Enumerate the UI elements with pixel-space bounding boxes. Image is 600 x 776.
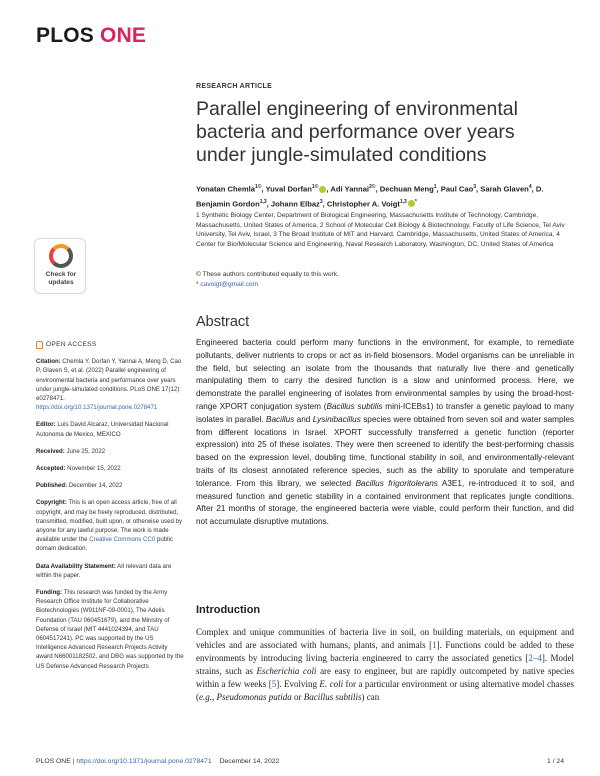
author-affiliation-marker: 3 [473,184,477,190]
author-affiliation-marker: 1© [311,184,319,190]
author-affiliation-marker: 1© [254,184,262,190]
citation-doi-link[interactable]: https://doi.org/10.1371/journal.pone.0278471 [36,404,158,412]
author-affiliation-marker: 1 [433,184,437,190]
footer-separator: | [70,758,77,765]
affiliations: 1 Synthetic Biology Center, Department of Biological Engineering, Massachusetts Institute of Technology, Cambridge, Massachusetts, United States of America, 2 School of Molecular Cell Biology & Biotechnology, Faculty of Life Science, Tel Aviv University, Tel Aviv, Israel, 3 The Broad Institute of MIT and Harvard, Cambridge, Massachusetts, United States of America, 4 Center for Bio/Molecular Science and Engineering, Naval Research Laboratory, Washington, DC, United States of America [196,212,565,248]
abstract-text: Engineered bacteria could perform many functions in the environment, for example, to remediate pollutants, deliver nutrients to crops or act as in-field biosensors. Model organisms can be unreliable in the field, but selecting an isolate from the thousands that naturally live there and genetically manipulating them to carry the desired function is a slow and uninformed process. Here, we demonstrate the parallel engineering of isolates from environmental samples by using the broad-host-range XPORT conjugation system (Bacillus subtilis mini-ICEBs1) to transfer a genetic payload to many isolates in parallel. Bacillus and Lysinibacillus species were obtained from seven soil and water samples from different locations in Israel. XPORT successfully transferred a genetic function (reporter expression) into 25 of these isolates. They were then screened to identify the best-performing chassis based on the expression level, doubling time, functional stability in soil, and environmentally-relevant traits of its closest annotated reference species, such as the ability to sporulate and temperature tolerance. From this library, we selected Bacillus frigoritolerans A3E1, re-introduced it to soil, and measured function and genetic stability in a contained environment that replicates jungle conditions. After 21 months of storage, the engineered bacteria were viable, could perform their function, and did not accumulate disruptive mutations. [196,338,574,527]
accepted-date: Accepted: November 15, 2022 [36,465,121,473]
article-title: Parallel engineering of environmental bacteria and performance over years under jungle-simulated conditions [196,98,518,166]
copyright-block: Copyright: This is an open access article, free of all copyright, and may be freely reproduced, distributed, transmitted, modified, built upon, or otherwise used by anyone for any lawful purpose. The work is made available under the Creative Commons CC0 public domain dedication. [36,499,182,553]
logo-plos: PLOS [36,24,94,47]
received-date: Received: June 25, 2022 [36,447,106,455]
author-name[interactable]: Christopher A. Voigt [326,199,400,209]
article-type: RESEARCH ARTICLE [196,83,273,90]
page-footer [36,758,564,765]
author-name[interactable]: Paul Cao [440,184,474,194]
check-updates-icon [49,244,73,268]
author-affiliation-marker: 2© [369,184,376,190]
journal-logo[interactable] [36,24,146,48]
open-access-badge: OPEN ACCESS [36,340,184,349]
article-sidebar [36,340,184,679]
author-name[interactable]: Yonatan Chemla [196,184,255,194]
citation-block: Citation: Chemla Y, Dorfan Y, Yannai A, Meng D, Cao P, Glaven S, et al. (2022) Parallel engineering of environmental bacteria and performance over years under jungle-simulated conditions. PLoS ONE 17(12): e0278471. https://doi.org/10.1371/journal.pone.0278471 [36,358,182,412]
author-name[interactable]: D. Benjamin Gordon [196,184,544,209]
author-notes [196,270,568,289]
author-name[interactable]: Dechuan Meng [379,184,434,194]
abstract-heading: Abstract [196,314,250,330]
editor-block: Editor: Luis David Alcaraz, Universidad Nacional Autonoma de Mexico, MEXICO [36,421,169,438]
introduction-heading: Introduction [196,604,261,616]
funding-block: Funding: This research was funded by the Army Research Office Institute for Collaborative Biotechnologies (W911NF-09-0001), The Adelis Foundation (TAU 060451679), and the Ministry of Defense of Israel (MIT 4441024394, and TAU 0604517241). PC was supported by the US Intelligence Advanced Research Projects Activity award N66001182502, and DBG was supported by the US Defense Advanced Research Projects [36,589,184,670]
footer-doi-link[interactable]: https://doi.org/10.1371/journal.pone.0278471 [76,758,212,765]
author-name[interactable]: Sarah Glaven [480,184,529,194]
footer-page-number: 1 / 24 [546,758,564,765]
cc0-license-link[interactable]: Creative Commons CC0 [89,536,156,544]
star-marker: * [196,280,201,288]
orcid-icon[interactable] [319,186,326,193]
logo-one: ONE [100,24,147,47]
author-affiliation-marker: 3 [319,198,323,205]
open-lock-icon [36,341,43,349]
author-name[interactable]: Yuval Dorfan [265,184,312,194]
corresponding-marker: * [414,198,417,205]
footer-journal: PLOS ONE [36,758,71,765]
author-name[interactable]: Adi Yannai [330,184,370,194]
equal-contribution-note: © These authors contributed equally to this work. [196,271,339,278]
check-updates-label: Check for updates [45,271,77,286]
introduction-text: Complex and unique communities of bacteria live in soil, on building materials, on equipment and vehicles and are associated with humans, plants, and animals [1]. Functions could be added to these environments by introducing living bacteria engineered to carry the associated genetics [2–4]. Model strains, such as Escherichia coli are easy to engineer, but are rapidly outcompeted by native species within a few weeks [5]. Evolving E. coli for a particular environment or using alternative model chasses (e.g., Pseudomonas putida or Bacillus subtilis) can [196,627,575,702]
author-affiliation-marker: 4 [528,184,532,190]
author-name[interactable]: Johann Elbaz [270,199,320,209]
author-affiliation-marker: 1,3 [259,198,267,205]
orcid-icon[interactable] [408,200,415,207]
check-for-updates-button[interactable] [34,238,86,294]
corresponding-email-line [196,280,568,290]
author-affiliation-marker: 1,3 [399,198,407,205]
published-date: Published: December 14, 2022 [36,482,123,490]
data-availability-block: Data Availability Statement: All relevant data are within the paper. [36,562,172,579]
footer-date: December 14, 2022 [219,758,280,765]
corresponding-email-link[interactable]: cavoigt@gmail.com [200,280,259,288]
author-list: Yonatan Chemla$^{1©}$, Yuval Dorfan$^{1©}$ , Adi Yannai$^{2©}$, Dechuan Meng$^1$, Paul Cao$^3$, Sarah Glaven$^4$, D. Benjamin Gordon$^{1,3}$, Johann Elbaz$^3$, Christopher A. Voigt$^{1,3}$ * [196,184,544,209]
